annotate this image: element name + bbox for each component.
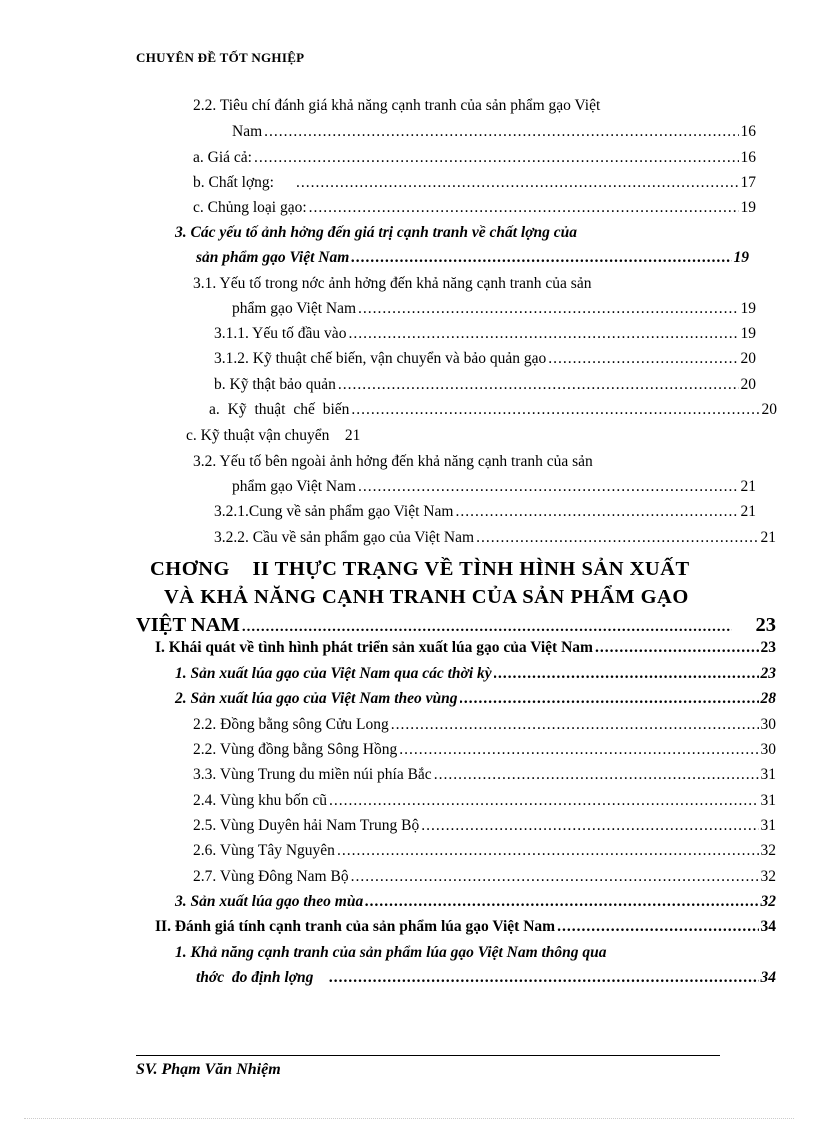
toc-entry-text: 3.3. Vùng Trung du miền núi phía Bắc — [193, 766, 432, 783]
toc-leader-dots — [595, 638, 759, 658]
toc-page-number: 19 — [740, 325, 756, 342]
toc-entry — [214, 349, 756, 369]
toc-entry-text: 3.2.1.Cung về sản phẩm gạo Việt Nam — [214, 503, 454, 520]
toc-entry — [196, 968, 776, 988]
chapter-title-text: VIỆT NAM — [136, 614, 240, 636]
toc-entry-text: 3.1.1. Yếu tố đầu vào — [214, 325, 347, 342]
toc-entry — [193, 791, 776, 811]
toc-page-number: 16 — [740, 123, 756, 140]
toc-page-number: 19 — [740, 300, 756, 317]
toc-entry-heading: 1. Khả năng cạnh tranh của sản phẩm lúa gạo Việt Nam thông qua — [175, 944, 607, 961]
toc-page-number: 32 — [760, 893, 776, 910]
toc-entry — [193, 765, 776, 785]
toc-entry — [193, 198, 756, 218]
toc-page-number: 30 — [760, 741, 776, 758]
toc-page-number: 23 — [760, 639, 776, 656]
toc-entry-text: phẩm gạo Việt Nam — [232, 478, 357, 495]
toc-leader-dots — [434, 765, 759, 785]
toc-leader-dots — [309, 198, 739, 218]
toc-leader-dots — [296, 173, 739, 193]
toc-entry-text: 3.1.2. Kỹ thuật chế biến, vận chuyển và bảo quản gạo — [214, 350, 547, 367]
toc-entry-text: c. Kỹ thuật vận chuyển 21 — [186, 427, 361, 444]
toc-page-number: 16 — [740, 149, 756, 166]
toc-leader-dots — [242, 614, 732, 640]
toc-entry — [193, 148, 756, 168]
toc-entry — [209, 400, 777, 420]
toc-page-number: 34 — [760, 969, 776, 986]
toc-entry — [232, 477, 756, 497]
toc-entry — [175, 689, 776, 709]
toc-entry — [232, 299, 756, 319]
toc-entry-text: b. Kỹ thật bảo quản — [214, 376, 336, 393]
toc-entry-text: 2.6. Vùng Tây Nguyên — [193, 842, 335, 859]
toc-entry-text: 2.2. Đồng bằng sông Cửu Long — [193, 716, 389, 733]
toc-page-number: 17 — [740, 174, 756, 191]
toc-entry — [193, 715, 776, 735]
toc-page-number: 30 — [760, 716, 776, 733]
toc-entry — [214, 324, 756, 344]
toc-entry-text: 2. Sản xuất lúa gạo của Việt Nam theo vùng — [175, 690, 458, 707]
toc-entry-heading: 3.1. Yếu tố trong nớc ảnh hởng đến khả năng cạnh tranh của sản — [193, 275, 592, 292]
toc-entry — [214, 528, 776, 548]
footer-rule — [136, 1055, 720, 1056]
toc-leader-dots — [548, 349, 738, 369]
page-header: CHUYÊN ĐỀ TỐT NGHIỆP — [136, 50, 305, 65]
toc-entry-text: 2.4. Vùng khu bốn cũ — [193, 792, 328, 809]
toc-entry — [193, 173, 756, 193]
toc-entry-text: sản phẩm gạo Việt Nam — [196, 249, 350, 266]
toc-leader-dots — [365, 892, 758, 912]
toc-entry-text: 2.7. Vùng Đông Nam Bộ — [193, 868, 349, 885]
toc-leader-dots — [421, 816, 758, 836]
toc-entry — [214, 502, 756, 522]
toc-entry — [232, 122, 756, 142]
chapter-title-line-3 — [136, 612, 776, 640]
toc-leader-dots — [455, 502, 738, 522]
toc-page-number: 32 — [760, 842, 776, 859]
toc-leader-dots — [329, 968, 758, 988]
toc-entry-text: 2.2. Vùng đồng bằng Sông Hồng — [193, 741, 398, 758]
toc-page-number: 31 — [760, 766, 776, 783]
toc-entry-text: a. Kỹ thuật chế biến — [209, 401, 350, 418]
footer-author: SV. Phạm Văn Nhiệm — [136, 1061, 281, 1077]
toc-page-number: 20 — [761, 401, 777, 418]
toc-page-number: 19 — [733, 249, 749, 266]
toc-page-number: 21 — [740, 503, 756, 520]
toc-page-number: 19 — [740, 199, 756, 216]
toc-entry-heading: 3. Các yếu tố ảnh hởng đến giá trị cạnh tranh về chất lợng của — [175, 224, 578, 241]
toc-leader-dots — [351, 248, 731, 268]
toc-entry-text: 2.5. Vùng Duyên hải Nam Trung Bộ — [193, 817, 420, 834]
toc-entry-heading: 3.2. Yếu tố bên ngoài ảnh hởng đến khả năng cạnh tranh của sản — [193, 453, 593, 470]
toc-entry-text: I. Khái quát về tình hình phát triển sản xuất lúa gạo của Việt Nam — [155, 639, 593, 656]
toc-page-number: 21 — [760, 529, 776, 546]
toc-entry-text: 3. Sản xuất lúa gạo theo mùa — [175, 893, 364, 910]
toc-entry — [196, 248, 749, 268]
toc-leader-dots — [329, 791, 758, 811]
toc-entry-text: II. Đánh giá tính cạnh tranh của sản phẩm lúa gạo Việt Nam — [155, 918, 556, 935]
toc-page-number: 20 — [740, 376, 756, 393]
toc-page-number: 31 — [760, 817, 776, 834]
toc-leader-dots — [337, 841, 759, 861]
toc-page-number: 21 — [740, 478, 756, 495]
toc-page-number: 31 — [760, 792, 776, 809]
toc-entry — [214, 375, 756, 395]
toc-leader-dots — [338, 375, 739, 395]
toc-entry — [193, 841, 776, 861]
toc-entry-text: 1. Sản xuất lúa gạo của Việt Nam qua các thời kỳ — [175, 665, 492, 682]
toc-leader-dots — [399, 740, 758, 760]
toc-entry — [193, 740, 776, 760]
toc-leader-dots — [391, 715, 759, 735]
toc-page-number: 23 — [760, 665, 776, 682]
toc-leader-dots — [254, 148, 739, 168]
toc-entry-heading: 2.2. Tiêu chí đánh giá khả năng cạnh tranh của sản phẩm gạo Việt — [193, 97, 601, 114]
toc-leader-dots — [351, 867, 759, 887]
toc-entry-text: Nam — [232, 123, 263, 140]
toc-page-number: 20 — [740, 350, 756, 367]
chapter-title-line-2: VÀ KHẢ NĂNG CẠNH TRANH CỦA SẢN PHẨM GẠO — [164, 586, 689, 608]
chapter-title-line-1: CHƠNG II THỰC TRẠNG VỀ TÌNH HÌNH SẢN XUẤT — [150, 558, 690, 580]
toc-entry — [155, 917, 776, 937]
toc-entry — [175, 664, 776, 684]
toc-leader-dots — [351, 400, 759, 420]
toc-entry — [193, 816, 776, 836]
toc-leader-dots — [358, 477, 738, 497]
toc-page-number: 32 — [760, 868, 776, 885]
toc-entry-text: thớc đo định lợng — [196, 969, 314, 986]
toc-page-number: 28 — [760, 690, 776, 707]
toc-leader-dots — [264, 122, 738, 142]
toc-leader-dots — [476, 528, 758, 548]
toc-leader-dots — [557, 917, 758, 937]
toc-entry-text: phẩm gạo Việt Nam — [232, 300, 357, 317]
toc-entry-text: a. Giá cả: — [193, 149, 252, 166]
toc-entry-text: 3.2.2. Cầu về sản phẩm gạo của Việt Nam — [214, 529, 475, 546]
toc-leader-dots — [460, 689, 759, 709]
toc-entry-text: b. Chất lợng: — [193, 174, 274, 191]
toc-entry — [193, 867, 776, 887]
toc-leader-dots — [348, 324, 738, 344]
toc-leader-dots — [494, 664, 759, 684]
toc-entry-text: c. Chủng loại gạo: — [193, 199, 307, 216]
toc-entry — [175, 892, 776, 912]
toc-entry — [155, 638, 776, 658]
toc-page-number: 23 — [755, 614, 776, 636]
toc-page-number: 34 — [760, 918, 776, 935]
page-bottom-border — [24, 1118, 794, 1119]
toc-leader-dots — [358, 299, 738, 319]
